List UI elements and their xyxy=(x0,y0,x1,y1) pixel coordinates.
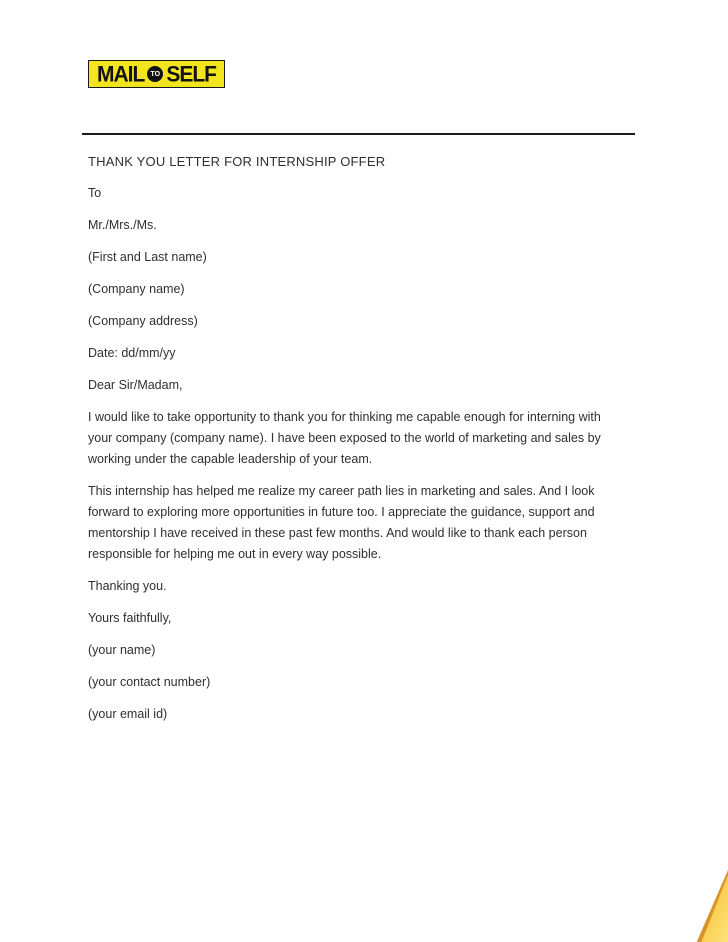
closing-line: Yours faithfully, xyxy=(88,611,172,625)
recipient-line: (Company name) xyxy=(88,282,185,296)
closing-line: Thanking you. xyxy=(88,579,167,593)
logo-word-self: SELF xyxy=(166,61,216,87)
signature-placeholder: (your contact number) xyxy=(88,675,211,689)
logo-word-mail: MAIL xyxy=(97,61,145,87)
recipient-line: Mr./Mrs./Ms. xyxy=(88,218,157,232)
mail-to-self-logo xyxy=(88,60,225,88)
logo-to-badge-icon: TO xyxy=(147,66,163,82)
recipient-line: To xyxy=(88,186,102,200)
signature-placeholder: (your email id) xyxy=(88,707,168,721)
salutation: Dear Sir/Madam, xyxy=(88,378,183,392)
body-paragraph: This internship has helped me realize my career path lies in marketing and sales. And I look forward to exploring more opportunities in future too. I appreciate the guidance, support and mentorship I have received in these past few months. And would like to thank each person responsible for helping me out in every way possible. xyxy=(88,484,595,561)
corner-ribbon-fill xyxy=(694,870,728,942)
letter-title: THANK YOU LETTER FOR INTERNSHIP OFFER xyxy=(88,154,386,169)
signature-placeholder: (your name) xyxy=(88,643,156,657)
date-line: Date: dd/mm/yy xyxy=(88,346,176,360)
recipient-line: (First and Last name) xyxy=(88,250,207,264)
corner-ribbon-decoration xyxy=(694,870,728,942)
recipient-line: (Company address) xyxy=(88,314,198,328)
letter-body xyxy=(88,151,628,736)
header-divider xyxy=(82,133,635,135)
body-paragraph: I would like to take opportunity to thank you for thinking me capable enough for interning with your company (company name). I have been exposed to the world of marketing and sales by working under the capable leadership of your team. xyxy=(88,410,601,466)
